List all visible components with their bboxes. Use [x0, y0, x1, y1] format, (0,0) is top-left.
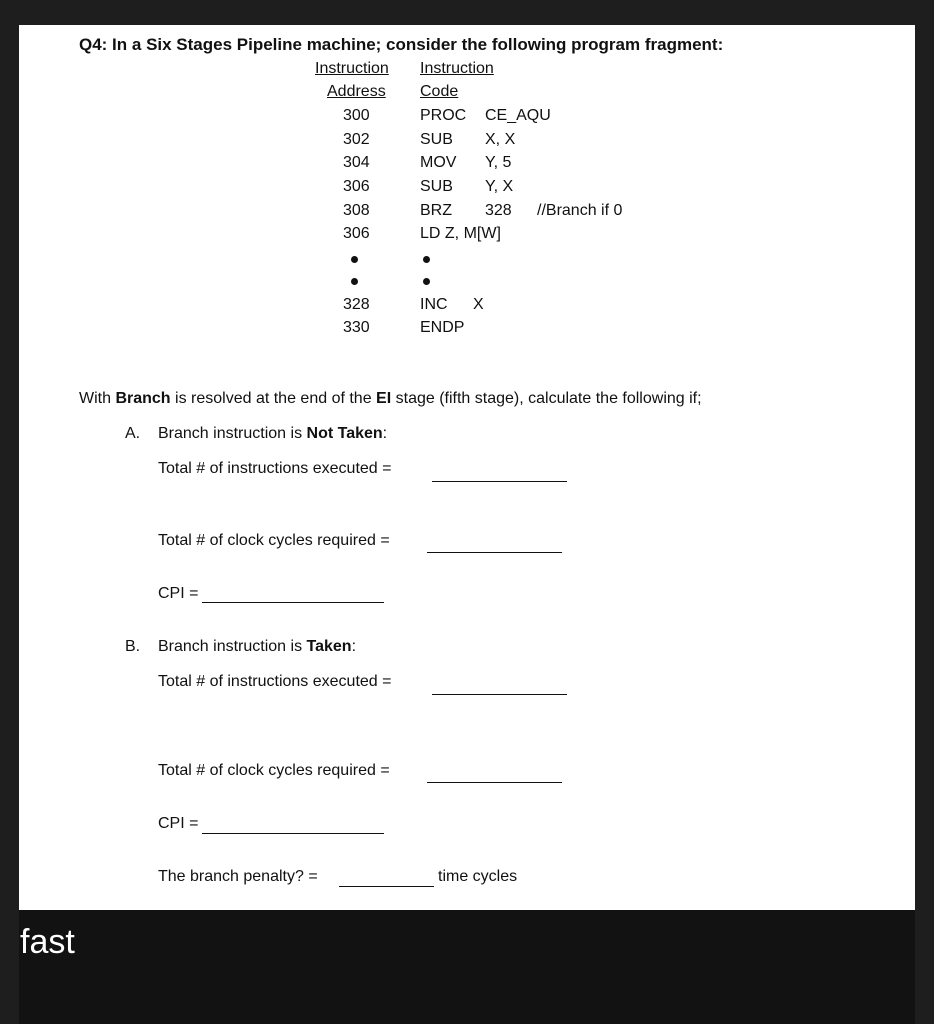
bottom-dark-panel — [19, 910, 915, 1024]
intro-bold-stage: EI — [376, 390, 392, 407]
part-a-text: Branch instruction is — [158, 425, 307, 442]
row-address: 328 — [343, 296, 370, 313]
intro-text: is resolved at the end of the — [170, 390, 377, 407]
row-address: 302 — [343, 131, 370, 148]
document-page — [19, 25, 915, 910]
row-address: 308 — [343, 202, 370, 219]
intro-paragraph — [79, 390, 702, 408]
row-mnemonic: SUB — [420, 131, 453, 148]
row-operand: 328 — [485, 202, 512, 219]
branch-penalty-unit: time cycles — [438, 868, 518, 885]
part-b-heading — [158, 638, 356, 656]
row-address: 306 — [343, 178, 370, 195]
header-code-line1: Instruction — [420, 60, 494, 77]
part-b-cpi-label: CPI = — [158, 815, 199, 832]
row-address: 306 — [343, 225, 370, 242]
row-comment: //Branch if 0 — [537, 202, 623, 219]
ellipsis-dot — [423, 256, 430, 263]
part-b-instructions-label: Total # of instructions executed = — [158, 673, 392, 690]
row-operand: X — [473, 296, 484, 313]
part-b-cpi-blank[interactable] — [202, 832, 384, 834]
row-mnemonic: MOV — [420, 154, 457, 171]
part-a-cpi-label: CPI = — [158, 585, 199, 602]
part-a-letter: A. — [125, 425, 141, 442]
header-address-line1: Instruction — [315, 60, 389, 77]
intro-text: stage (fifth stage), calculate the following if; — [391, 390, 702, 407]
branch-penalty-blank[interactable] — [339, 885, 434, 887]
row-mnemonic: BRZ — [420, 202, 452, 219]
header-address-line2: Address — [327, 83, 386, 100]
row-operand: CE_AQU — [485, 107, 551, 124]
part-a-heading — [158, 425, 387, 443]
part-a-cycles-label: Total # of clock cycles required = — [158, 532, 390, 549]
row-mnemonic: ENDP — [420, 319, 465, 336]
ellipsis-dot — [351, 278, 358, 285]
question-title: Q4: In a Six Stages Pipeline machine; consider the following program fragment: — [79, 35, 724, 54]
part-b-instructions-blank[interactable] — [432, 693, 567, 695]
row-address: 300 — [343, 107, 370, 124]
row-mnemonic: LD Z, M[W] — [420, 225, 501, 242]
ellipsis-dot — [351, 256, 358, 263]
row-mnemonic: PROC — [420, 107, 467, 124]
row-address: 304 — [343, 154, 370, 171]
caption-text: fast — [20, 923, 75, 961]
row-operand: Y, X — [485, 178, 514, 195]
row-operand: X, X — [485, 131, 516, 148]
row-operand: Y, 5 — [485, 154, 512, 171]
row-mnemonic: SUB — [420, 178, 453, 195]
part-b-cycles-blank[interactable] — [427, 781, 562, 783]
row-mnemonic: INC — [420, 296, 448, 313]
intro-bold-branch: Branch — [115, 390, 171, 407]
part-b-bold: Taken — [306, 638, 352, 655]
row-address: 330 — [343, 319, 370, 336]
part-b-letter: B. — [125, 638, 141, 655]
ellipsis-dot — [423, 278, 430, 285]
part-b-text: Branch instruction is — [158, 638, 307, 655]
part-a-cycles-blank[interactable] — [427, 551, 562, 553]
part-a-bold: Not Taken — [306, 425, 383, 442]
part-a-cpi-blank[interactable] — [202, 601, 384, 603]
part-a-colon: : — [382, 425, 388, 442]
part-a-instructions-blank[interactable] — [432, 480, 567, 482]
part-b-colon: : — [351, 638, 357, 655]
part-a-instructions-label: Total # of instructions executed = — [158, 460, 392, 477]
branch-penalty-label: The branch penalty? = — [158, 868, 318, 885]
part-b-cycles-label: Total # of clock cycles required = — [158, 762, 390, 779]
header-code-line2: Code — [420, 83, 459, 100]
intro-text: With — [79, 390, 116, 407]
